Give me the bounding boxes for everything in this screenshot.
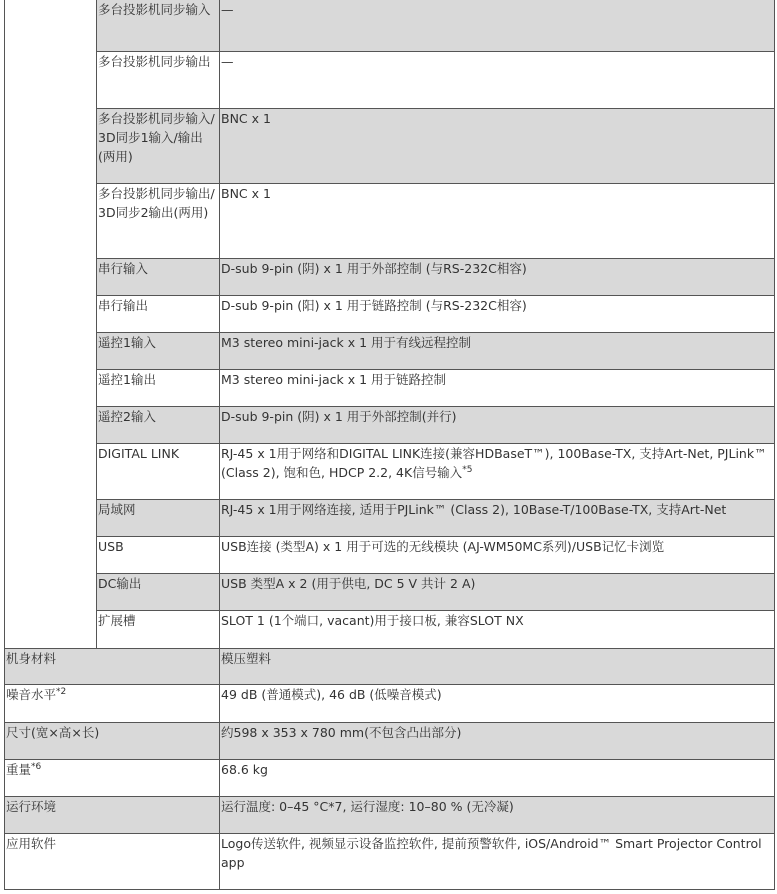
row-label: 多台投影机同步输入/ 3D同步1输入/输出(两用) bbox=[97, 109, 220, 184]
table-row bbox=[5, 760, 775, 797]
row-label: 机身材料 bbox=[5, 649, 220, 685]
row-label: 运行环境 bbox=[5, 797, 220, 834]
row-label bbox=[5, 685, 220, 723]
table-row bbox=[5, 723, 775, 760]
table-row bbox=[5, 444, 775, 500]
table-row bbox=[5, 370, 775, 407]
row-label: 串行输入 bbox=[97, 259, 220, 296]
row-value: D-sub 9-pin (阳) x 1 用于链路控制 (与RS-232C相容) bbox=[220, 296, 775, 333]
table-row bbox=[5, 537, 775, 574]
row-label: 扩展槽 bbox=[97, 611, 220, 649]
row-label-text: 重量 bbox=[6, 762, 32, 777]
row-value: 模压塑料 bbox=[220, 649, 775, 685]
row-value-text: RJ-45 x 1用于网络和DIGITAL LINK连接(兼容HDBaseT™), 100Base-TX, 支持Art-Net, PJLink™ (Class 2), 饱和色, HDCP 2.2, 4K信号输入 bbox=[221, 446, 767, 480]
table-row bbox=[5, 834, 775, 890]
row-label: 遥控1输出 bbox=[97, 370, 220, 407]
row-value: 68.6 kg bbox=[220, 760, 775, 797]
spec-table bbox=[4, 0, 775, 890]
row-value: RJ-45 x 1用于网络连接, 适用于PJLink™ (Class 2), 10Base-T/100Base-TX, 支持Art-Net bbox=[220, 500, 775, 537]
table-row bbox=[5, 611, 775, 649]
table-row bbox=[5, 0, 775, 52]
row-label: 多台投影机同步输入 bbox=[97, 0, 220, 52]
row-label bbox=[5, 760, 220, 797]
table-row bbox=[5, 574, 775, 611]
footnote-marker: *2 bbox=[56, 686, 67, 697]
row-value: 49 dB (普通模式), 46 dB (低噪音模式) bbox=[220, 685, 775, 723]
table-row bbox=[5, 184, 775, 259]
table-row bbox=[5, 685, 775, 723]
table-row bbox=[5, 52, 775, 109]
row-value: Logo传送软件, 视频显示设备监控软件, 提前预警软件, iOS/Android™ Smart Projector Control app bbox=[220, 834, 775, 890]
row-value bbox=[220, 444, 775, 500]
row-value: — bbox=[220, 0, 775, 52]
footnote-marker: *5 bbox=[462, 464, 473, 475]
row-label-text: 噪音水平 bbox=[6, 687, 57, 702]
row-label: 遥控1输入 bbox=[97, 333, 220, 370]
row-label: 应用软件 bbox=[5, 834, 220, 890]
row-label: 多台投影机同步输出/ 3D同步2输出(两用) bbox=[97, 184, 220, 259]
row-value: BNC x 1 bbox=[220, 109, 775, 184]
row-value: USB连接 (类型A) x 1 用于可选的无线模块 (AJ-WM50MC系列)/USB记忆卡浏览 bbox=[220, 537, 775, 574]
row-label: USB bbox=[97, 537, 220, 574]
row-value: 约598 x 353 x 780 mm(不包含凸出部分) bbox=[220, 723, 775, 760]
row-value: BNC x 1 bbox=[220, 184, 775, 259]
table-row bbox=[5, 333, 775, 370]
row-value: D-sub 9-pin (阴) x 1 用于外部控制 (与RS-232C相容) bbox=[220, 259, 775, 296]
row-value: D-sub 9-pin (阴) x 1 用于外部控制(并行) bbox=[220, 407, 775, 444]
row-label: DIGITAL LINK bbox=[97, 444, 220, 500]
row-value: SLOT 1 (1个端口, vacant)用于接口板, 兼容SLOT NX bbox=[220, 611, 775, 649]
table-row bbox=[5, 259, 775, 296]
row-label: DC输出 bbox=[97, 574, 220, 611]
table-row bbox=[5, 407, 775, 444]
row-label: 多台投影机同步输出 bbox=[97, 52, 220, 109]
row-value: M3 stereo mini-jack x 1 用于链路控制 bbox=[220, 370, 775, 407]
row-label: 局域网 bbox=[97, 500, 220, 537]
row-label: 尺寸(宽×高×长) bbox=[5, 723, 220, 760]
table-row bbox=[5, 500, 775, 537]
table-row bbox=[5, 797, 775, 834]
group-cell bbox=[5, 0, 97, 649]
footnote-marker: *6 bbox=[31, 761, 42, 772]
table-row bbox=[5, 109, 775, 184]
row-value: USB 类型A x 2 (用于供电, DC 5 V 共计 2 A) bbox=[220, 574, 775, 611]
row-value: M3 stereo mini-jack x 1 用于有线远程控制 bbox=[220, 333, 775, 370]
row-value: — bbox=[220, 52, 775, 109]
row-value: 运行温度: 0–45 °C*7, 运行湿度: 10–80 % (无冷凝) bbox=[220, 797, 775, 834]
row-label: 遥控2输入 bbox=[97, 407, 220, 444]
table-row bbox=[5, 649, 775, 685]
table-row bbox=[5, 296, 775, 333]
row-label: 串行输出 bbox=[97, 296, 220, 333]
